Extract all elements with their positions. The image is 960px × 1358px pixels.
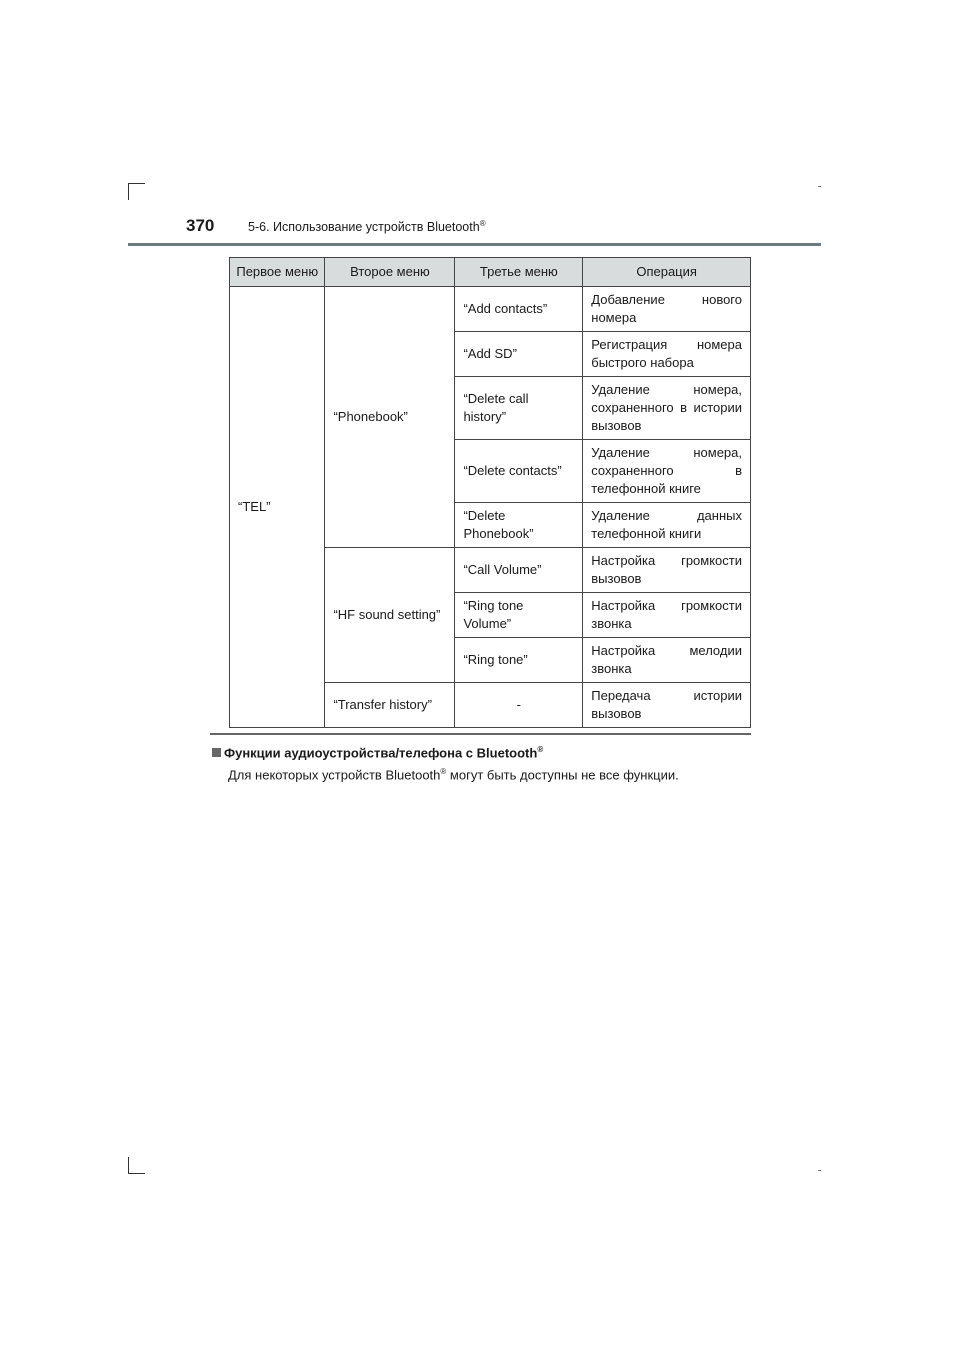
registered-mark: ®	[479, 219, 486, 228]
operation-cell: Настройка громкости вызовов	[583, 548, 751, 593]
third-menu-cell: “Ring tone”	[455, 638, 583, 683]
second-menu-cell: “HF sound setting”	[325, 548, 455, 683]
crop-tick-bottom-right	[818, 1170, 821, 1171]
crop-tick-top-right	[818, 186, 821, 187]
registered-mark: ®	[537, 745, 544, 754]
third-menu-cell: “Ring tone Volume”	[455, 593, 583, 638]
third-menu-cell: “Delete call history”	[455, 377, 583, 440]
operation-cell: Добавление нового номера	[583, 287, 751, 332]
header-first-menu: Первое меню	[230, 258, 325, 287]
menu-table	[229, 257, 751, 728]
operation-cell: Удаление номера, сохраненного в телефонной книге	[583, 440, 751, 503]
page-number: 370	[186, 216, 215, 235]
registered-mark: ®	[440, 767, 447, 777]
note-text	[212, 763, 772, 783]
header-second-menu: Второе меню	[325, 258, 455, 287]
header-third-menu: Третье меню	[455, 258, 583, 287]
note-heading-text: Функции аудиоустройства/телефона с Bluetooth	[224, 745, 538, 761]
third-menu-cell: -	[455, 683, 583, 728]
table-row	[230, 287, 751, 332]
third-menu-cell: “Call Volume”	[455, 548, 583, 593]
note-text-start: Для некоторых устройств Bluetooth	[228, 767, 441, 783]
third-menu-cell: “Delete Phonebook”	[455, 503, 583, 548]
third-menu-cell: “Add SD”	[455, 332, 583, 377]
first-menu-cell: “TEL”	[230, 287, 325, 728]
operation-cell: Настройка громкости звонка	[583, 593, 751, 638]
header-operation: Операция	[583, 258, 751, 287]
operation-cell: Удаление номера, сохраненного в истории вызовов	[583, 377, 751, 440]
section-title	[248, 219, 486, 234]
note-rule	[210, 733, 751, 735]
square-bullet-icon	[212, 748, 221, 757]
third-menu-cell: “Delete contacts”	[455, 440, 583, 503]
second-menu-cell: “Phonebook”	[325, 287, 455, 548]
section-title-text: 5-6. Использование устройств Bluetooth	[248, 220, 480, 235]
note-block	[212, 741, 772, 784]
note-heading	[212, 741, 772, 761]
note-text-end: могут быть доступны не все функции.	[446, 767, 679, 783]
operation-cell: Регистрация номера быстрого набора	[583, 332, 751, 377]
crop-mark-bottom-left-vertical	[128, 1157, 129, 1174]
operation-cell: Передача истории вызовов	[583, 683, 751, 728]
crop-mark-top-left-vertical	[128, 183, 129, 200]
crop-mark-top-left-horizontal	[128, 183, 145, 184]
crop-mark-bottom-left-horizontal	[128, 1173, 145, 1174]
operation-cell: Настройка мелодии звонка	[583, 638, 751, 683]
header-rule	[128, 243, 821, 246]
table-header-row	[230, 258, 751, 287]
second-menu-cell: “Transfer history”	[325, 683, 455, 728]
third-menu-cell: “Add contacts”	[455, 287, 583, 332]
operation-cell: Удаление данных телефонной книги	[583, 503, 751, 548]
